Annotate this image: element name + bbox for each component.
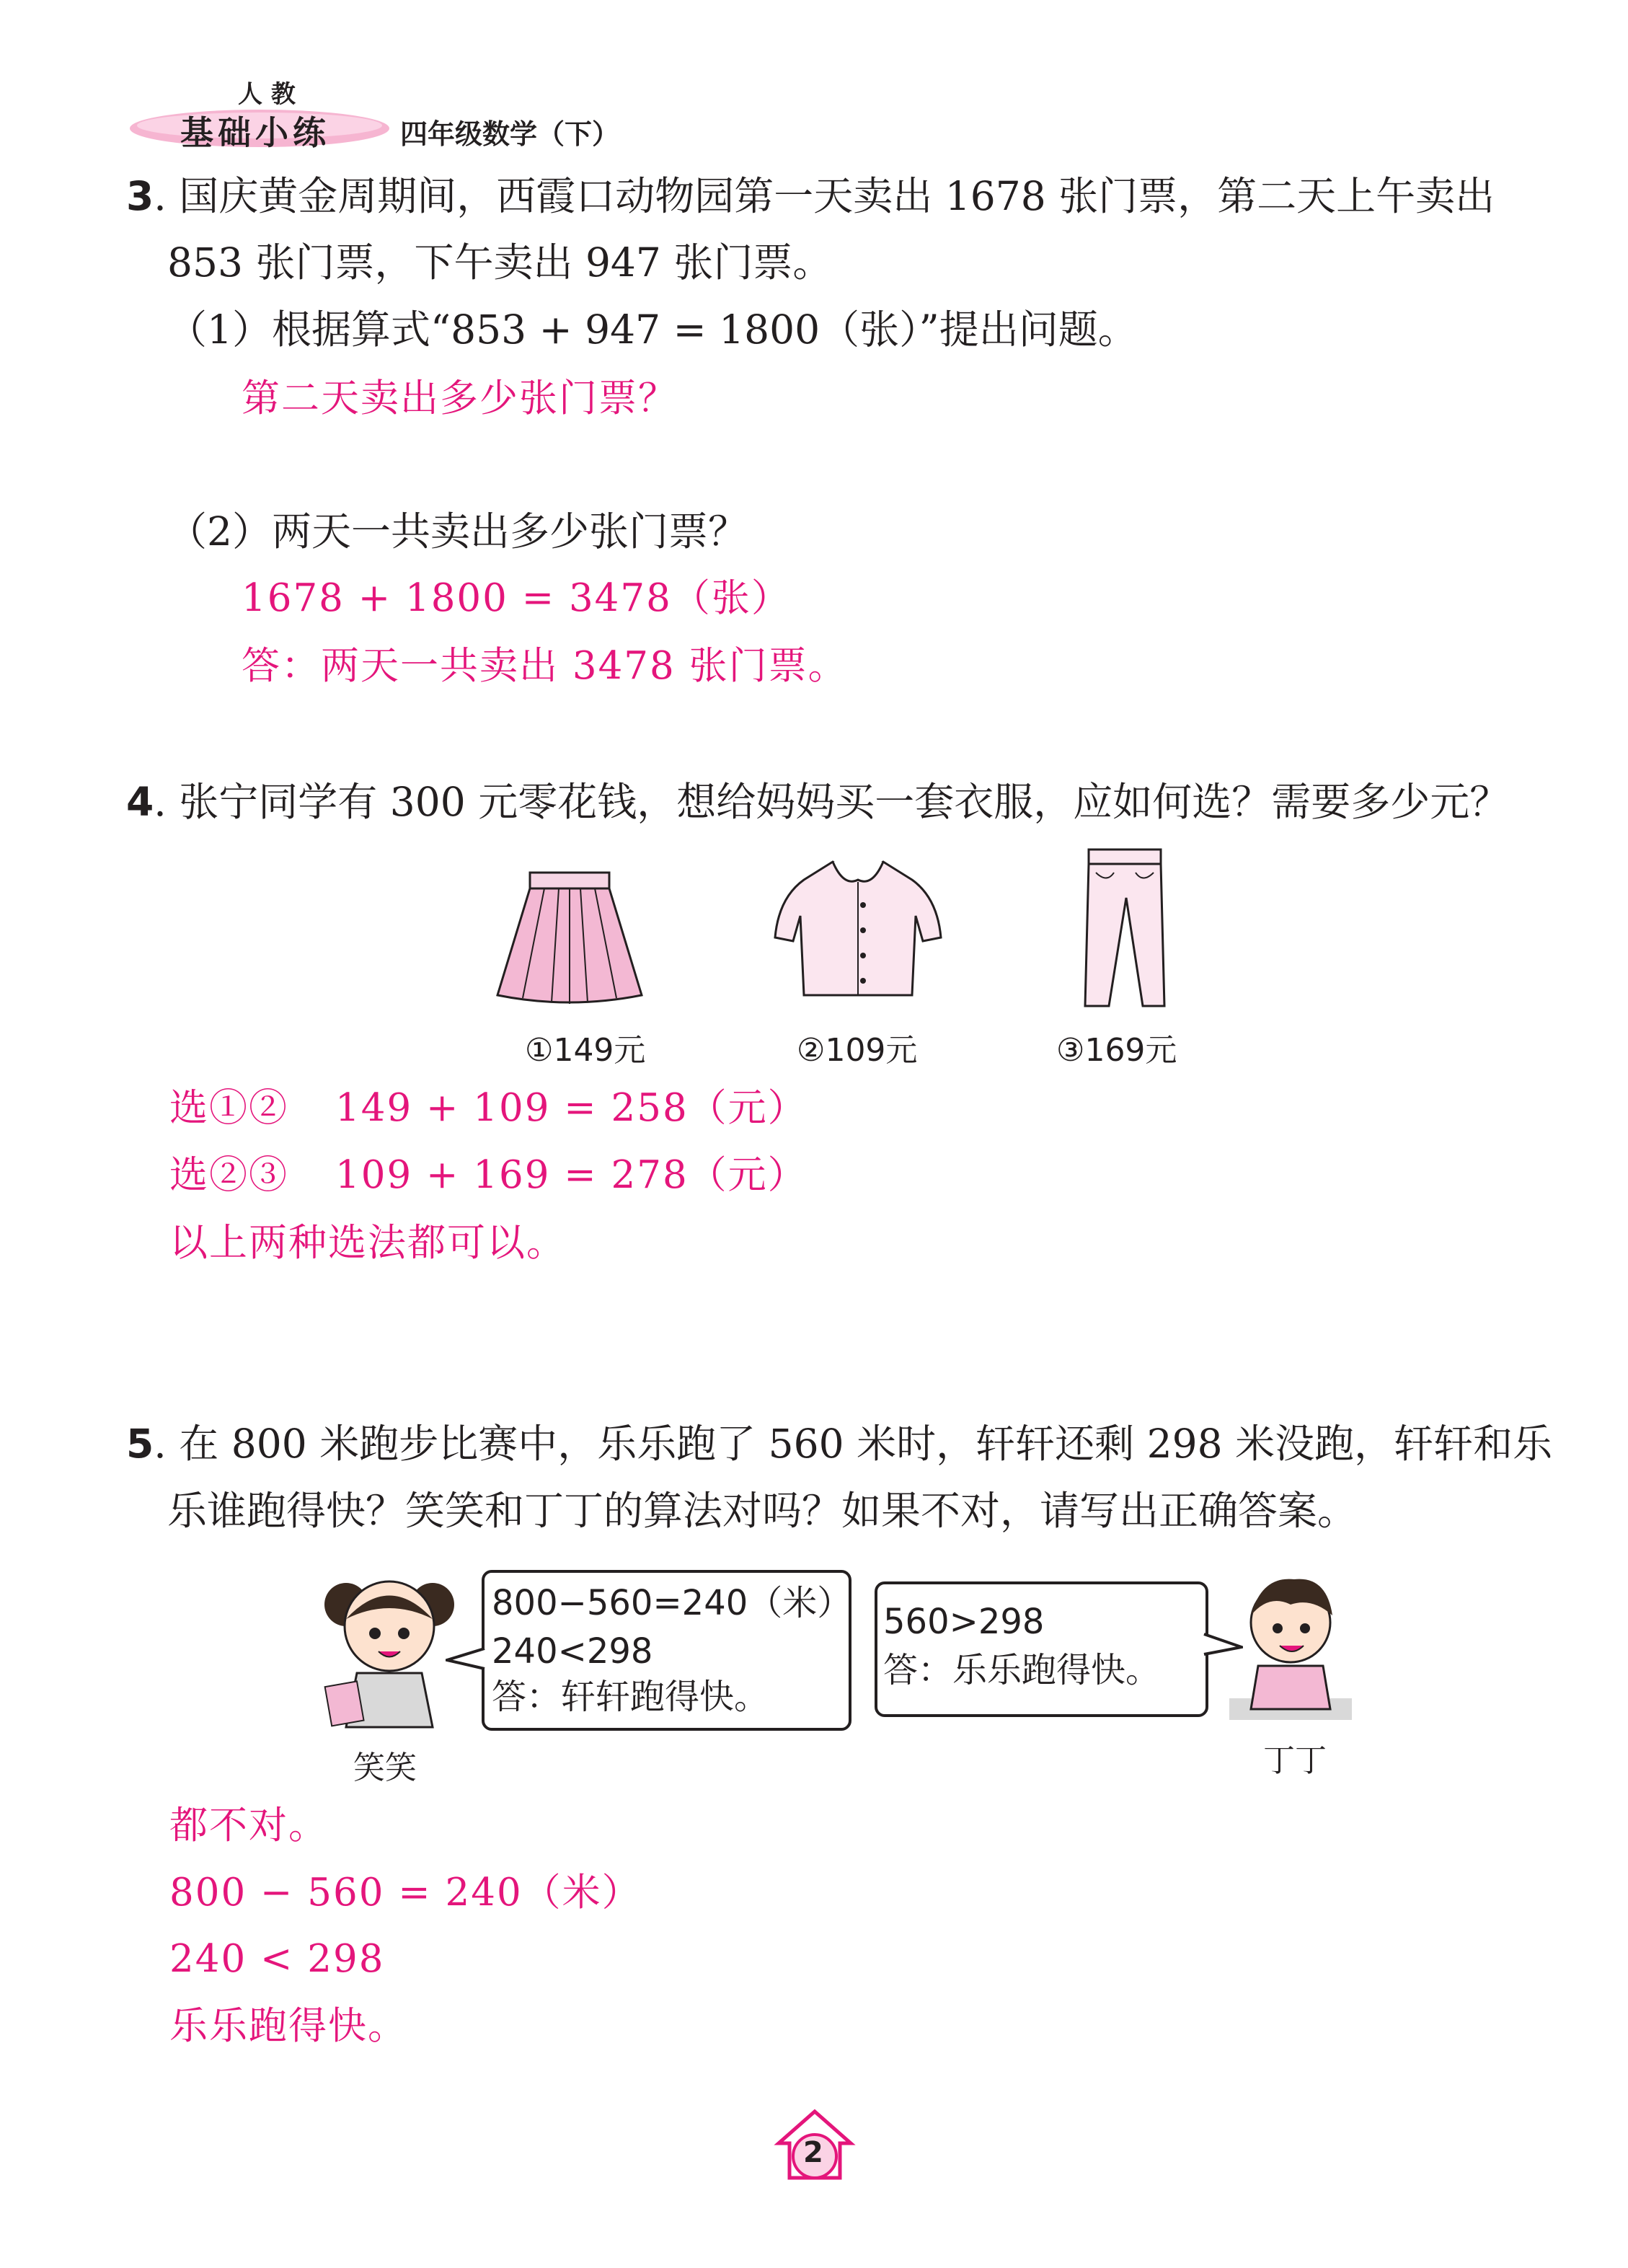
page-number: 2 (803, 2136, 823, 2169)
boy-character-icon (1226, 1565, 1355, 1731)
price-label-blouse: ②109元 (797, 1032, 918, 1069)
pants-icon (1074, 844, 1175, 1013)
boy-name: 丁丁 (1263, 1742, 1327, 1779)
bubble-line: 560>298 (883, 1602, 1045, 1642)
answer-text: 都不对。 (169, 1804, 328, 1848)
question-text: . 国庆黄金周期间，西霞口动物园第一天卖出 1678 张门票，第二天上午卖出 (154, 173, 1495, 219)
bubble-line: 240<298 (492, 1631, 653, 1672)
price-label-pants: ③169元 (1056, 1032, 1177, 1069)
boy-speech-bubble (875, 1581, 1208, 1717)
answer-calculation: 1678 + 1800 = 3478（张） (242, 576, 791, 620)
skirt-icon (490, 865, 649, 1010)
bubble-line: 800−560=240（米） (492, 1583, 852, 1623)
bubble-line: 答：轩轩跑得快。 (492, 1677, 769, 1717)
question-text: . 在 800 米跑步比赛中，乐乐跑了 560 米时，轩轩还剩 298 米没跑，轩轩和乐 (154, 1421, 1553, 1467)
answer-text: 答：两天一共卖出 3478 张门票。 (242, 644, 848, 688)
grade-title: 四年级数学（下） (400, 118, 620, 150)
bubble-line: 答：乐乐跑得快。 (883, 1650, 1161, 1690)
question-text: 乐谁跑得快？笑笑和丁丁的算法对吗？如果不对，请写出正确答案。 (167, 1488, 1358, 1534)
answer-calculation: 149 + 109 = 258（元） (335, 1086, 808, 1130)
series-title: 基础小练 (180, 113, 330, 152)
answer-choice: 选②③ (169, 1153, 288, 1197)
answer-choice: 选①② (169, 1086, 288, 1130)
answer-calculation: 800 − 560 = 240（米） (169, 1871, 642, 1915)
question-number: 4 (126, 779, 154, 825)
question-text: 853 张门票，下午卖出 947 张门票。 (167, 239, 833, 286)
answer-calculation: 109 + 169 = 278（元） (335, 1153, 808, 1197)
girl-name: 笑笑 (353, 1749, 417, 1786)
bubble-tail-icon (446, 1644, 486, 1673)
answer-text: 第二天卖出多少张门票？ (242, 376, 678, 420)
question-text: . 张宁同学有 300 元零花钱，想给妈妈买一套衣服，应如何选？需要多少元？ (154, 779, 1510, 825)
answer-text: 乐乐跑得快。 (169, 2004, 407, 2048)
girl-speech-bubble (482, 1570, 851, 1731)
question-number: 3 (126, 173, 154, 219)
answer-text: 以上两种选法都可以。 (169, 1221, 566, 1265)
sub-question-2: （2）两天一共卖出多少张门票？ (167, 508, 748, 555)
sub-question-1: （1）根据算式“853 + 947 = 1800（张）”提出问题。 (167, 306, 1138, 353)
blouse-icon (768, 847, 948, 1006)
publisher-label: 人 教 (238, 80, 296, 109)
price-label-skirt: ①149元 (525, 1032, 646, 1069)
answer-calculation: 240 < 298 (169, 1937, 385, 1981)
question-number: 5 (126, 1421, 154, 1467)
